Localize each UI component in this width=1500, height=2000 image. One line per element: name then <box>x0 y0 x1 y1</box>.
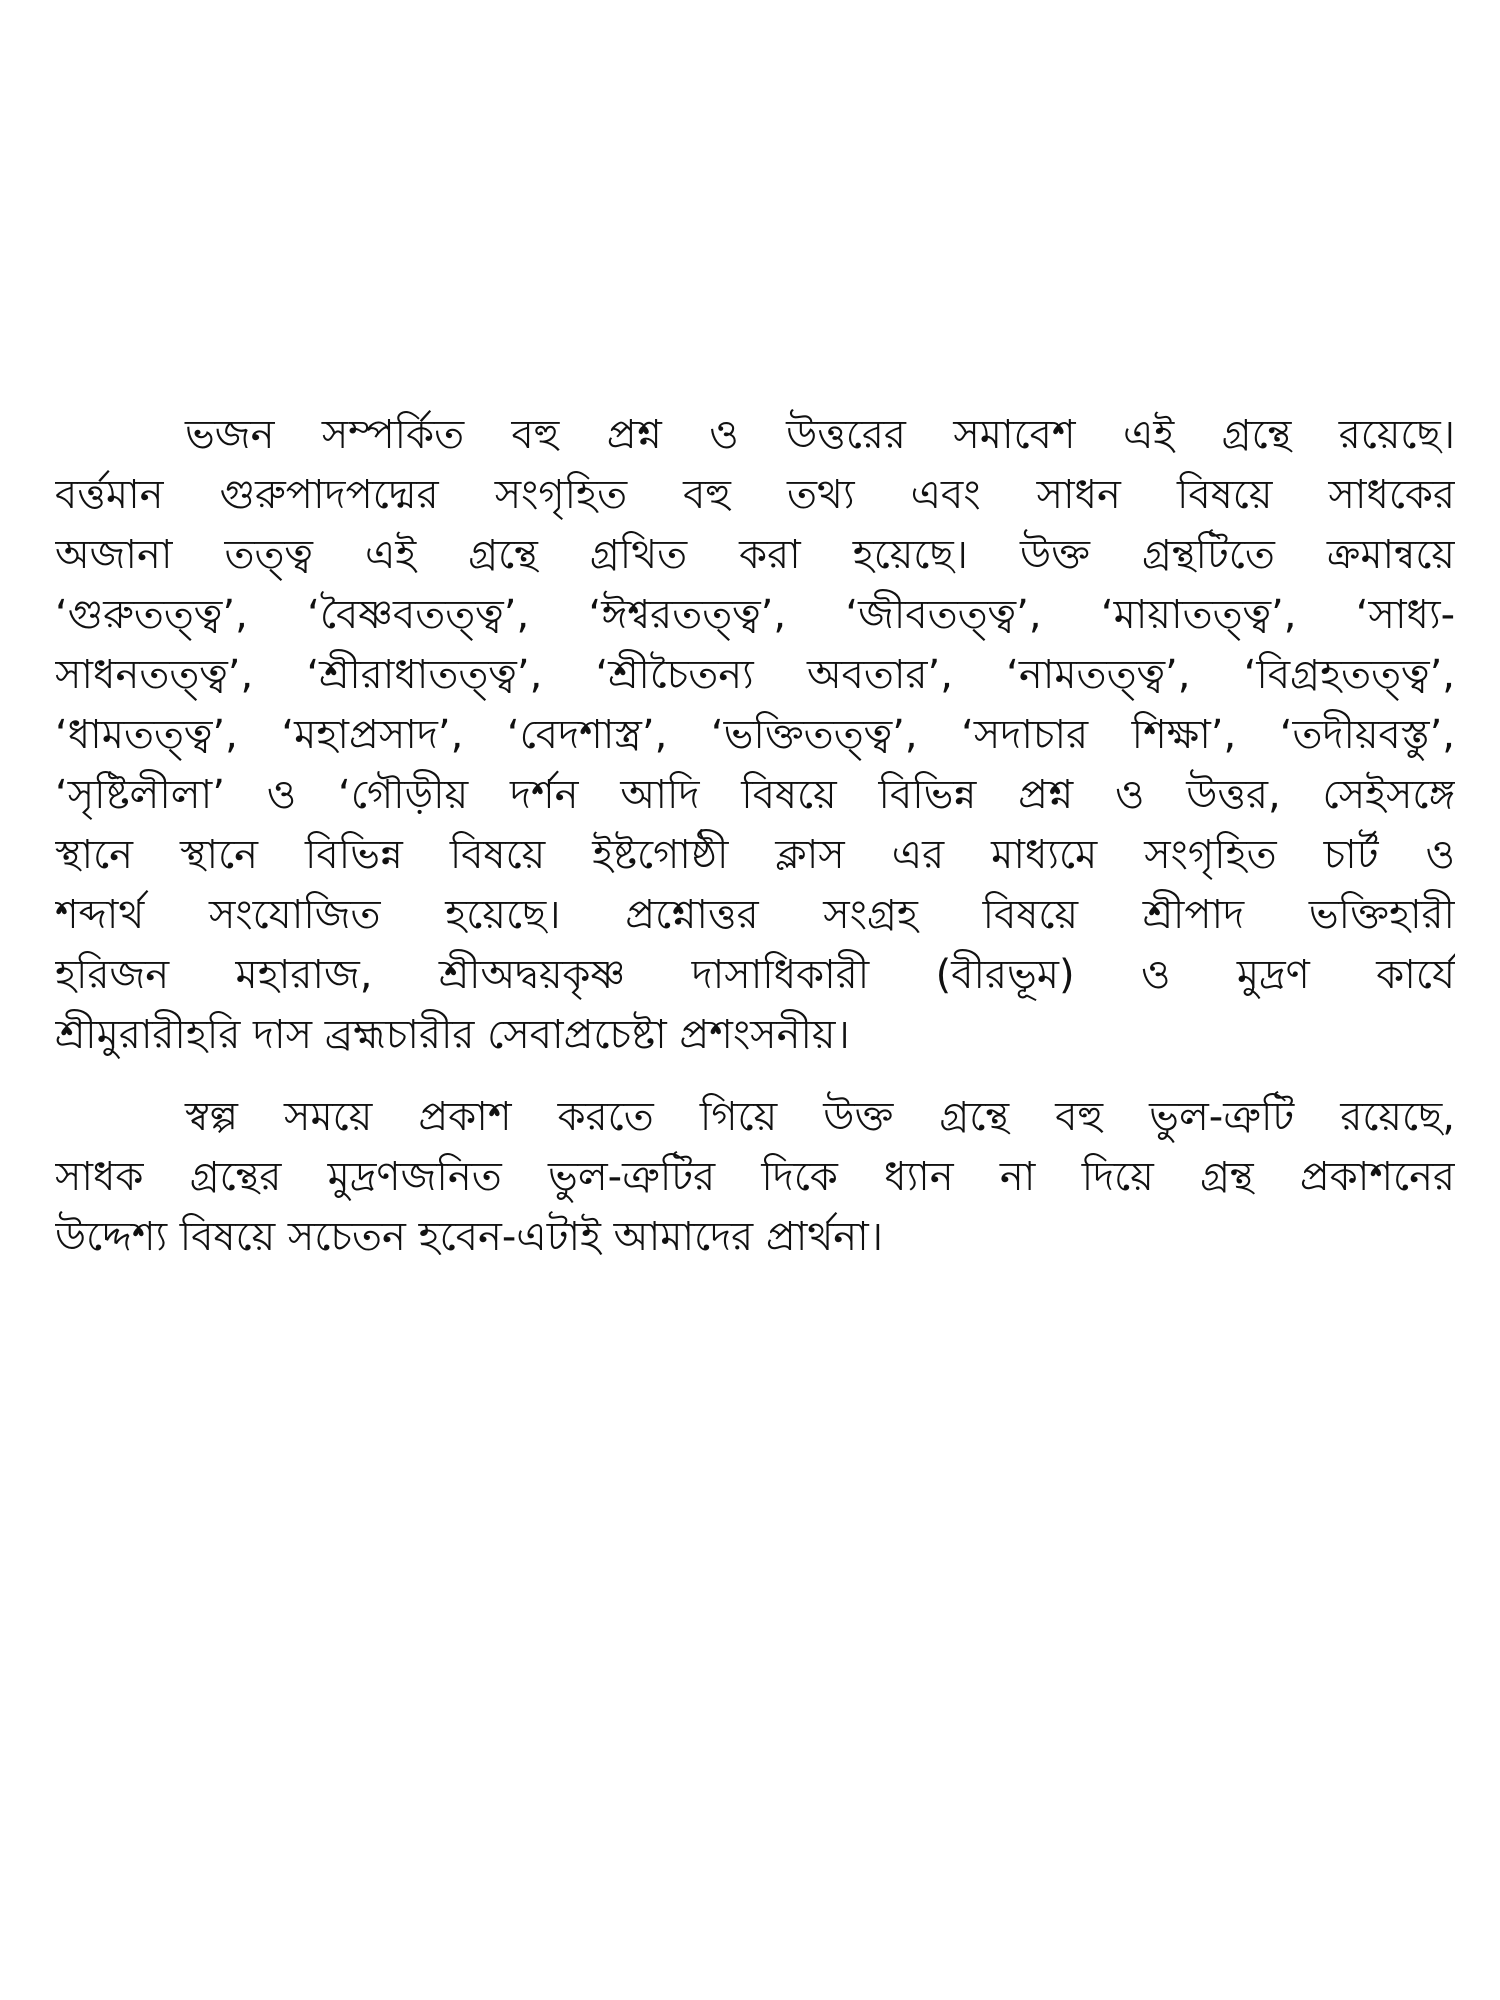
paragraph-1-line-8: স্থানে স্থানে বিভিন্ন বিষয়ে ইষ্টগোষ্ঠী ক্লাস এর মাধ্যমে সংগৃহিত চার্ট ও <box>55 832 1455 878</box>
body-text <box>55 405 1455 1267</box>
paragraph-gap <box>55 1065 1455 1087</box>
paragraph-1-line-9: শব্দার্থ সংযোজিত হয়েছে। প্রশ্নোত্তর সংগ্রহ বিষয়ে শ্রীপাদ ভক্তিহারী <box>55 892 1455 938</box>
paragraph-2-line-3: উদ্দেশ্য বিষয়ে সচেতন হবেন-এটাই আমাদের প্রার্থনা। <box>55 1214 884 1260</box>
paragraph-1-line-10: হরিজন মহারাজ, শ্রীঅদ্বয়কৃষ্ণ দাসাধিকারী (বীরভূম) ও মুদ্রণ কার্যে <box>55 952 1455 998</box>
paragraph-1-line-6: ‘ধামতত্ত্ব’, ‘মহাপ্রসাদ’, ‘বেদশাস্ত্র’, ‘ভক্তিতত্ত্ব’, ‘সদাচার শিক্ষা’, ‘তদীয়বস্তু’, <box>55 712 1455 758</box>
paragraph-2-line-2: সাধক গ্রন্থের মুদ্রণজনিত ভুল-ত্রুটির দিকে ধ্যান না দিয়ে গ্রন্থ প্রকাশনের <box>55 1154 1455 1200</box>
paragraph-1-line-1: ভজন সম্পর্কিত বহু প্রশ্ন ও উত্তরের সমাবেশ এই গ্রন্থে রয়েছে। <box>185 412 1455 458</box>
paragraph-1-line-3: অজানা তত্ত্ব এই গ্রন্থে গ্রথিত করা হয়েছে। উক্ত গ্রন্থটিতে ক্রমান্বয়ে <box>55 532 1455 578</box>
paragraph-2-line-1: স্বল্প সময়ে প্রকাশ করতে গিয়ে উক্ত গ্রন্থে বহু ভুল-ত্রুটি রয়েছে, <box>185 1094 1455 1140</box>
paragraph-2 <box>55 1087 1455 1267</box>
paragraph-1-line-2: বর্ত্তমান গুরুপাদপদ্মের সংগৃহিত বহু তথ্য এবং সাধন বিষয়ে সাধকের <box>55 472 1455 518</box>
paragraph-1-line-11: শ্রীমুরারীহরি দাস ব্রহ্মচারীর সেবাপ্রচেষ্টা প্রশংসনীয়। <box>55 1012 850 1058</box>
paragraph-1-line-4: ‘গুরুতত্ত্ব’, ‘বৈষ্ণবতত্ত্ব’, ‘ঈশ্বরতত্ত্ব’, ‘জীবতত্ত্ব’, ‘মায়াতত্ত্ব’, ‘সাধ্য- <box>55 592 1455 638</box>
paragraph-1 <box>55 405 1455 1065</box>
paragraph-1-line-7: ‘সৃষ্টিলীলা’ ও ‘গৌড়ীয় দর্শন আদি বিষয়ে বিভিন্ন প্রশ্ন ও উত্তর, সেইসঙ্গে <box>55 772 1455 818</box>
paragraph-1-line-5: সাধনতত্ত্ব’, ‘শ্রীরাধাতত্ত্ব’, ‘শ্রীচৈতন্য অবতার’, ‘নামতত্ত্ব’, ‘বিগ্রহতত্ত্ব’, <box>55 652 1455 698</box>
